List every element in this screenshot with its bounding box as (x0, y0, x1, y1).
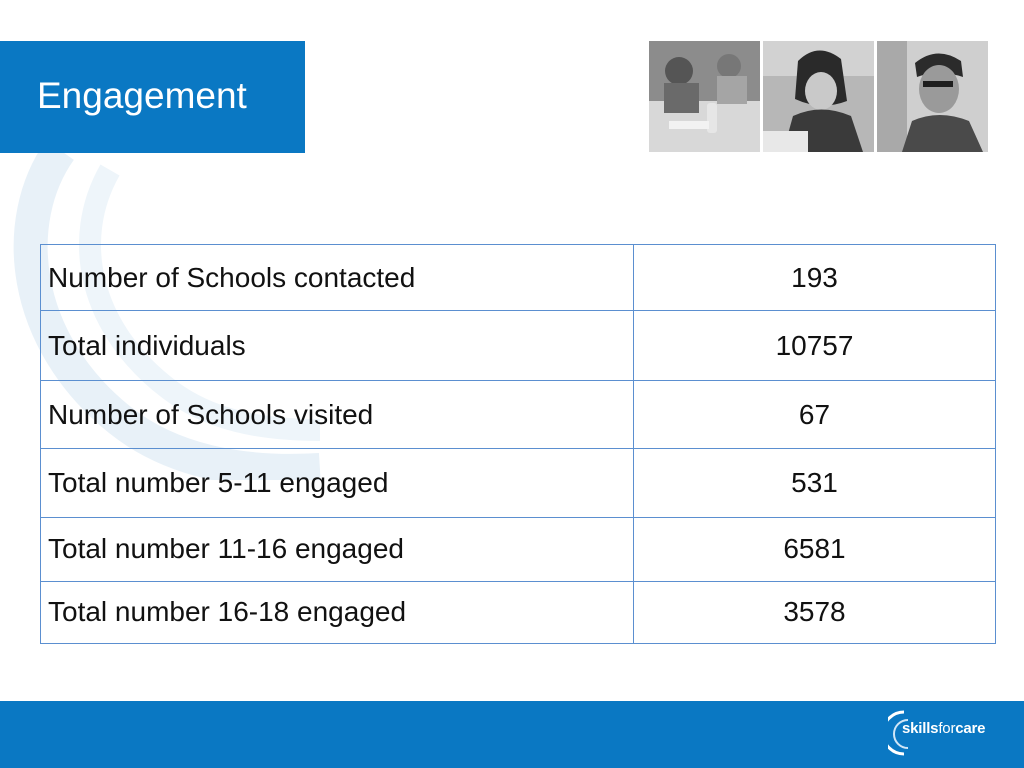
footer-bar (0, 701, 1024, 768)
row-label: Number of Schools contacted (41, 245, 634, 311)
header-photos (649, 41, 991, 152)
row-value: 6581 (634, 517, 996, 581)
row-label: Total individuals (41, 311, 634, 381)
table-row (41, 581, 996, 643)
table-row (41, 449, 996, 517)
table-row (41, 311, 996, 381)
row-value: 531 (634, 449, 996, 517)
row-label: Number of Schools visited (41, 381, 634, 449)
row-value: 193 (634, 245, 996, 311)
row-label: Total number 11-16 engaged (41, 517, 634, 581)
row-value: 10757 (634, 311, 996, 381)
row-value: 3578 (634, 581, 996, 643)
photo-student-glasses (877, 41, 988, 152)
photo-student-writing (763, 41, 874, 152)
photo-classroom (649, 41, 760, 152)
table-row (41, 517, 996, 581)
table-row (41, 245, 996, 311)
row-label: Total number 5-11 engaged (41, 449, 634, 517)
logo-text-skills: skills (902, 720, 939, 737)
row-value: 67 (634, 381, 996, 449)
slide-title: Engagement (37, 75, 247, 116)
logo-wordmark (902, 720, 985, 737)
row-label: Total number 16-18 engaged (41, 581, 634, 643)
logo-text-for: for (938, 720, 956, 737)
engagement-table (40, 244, 996, 644)
logo-text-care: care (955, 720, 986, 737)
table-row (41, 381, 996, 449)
